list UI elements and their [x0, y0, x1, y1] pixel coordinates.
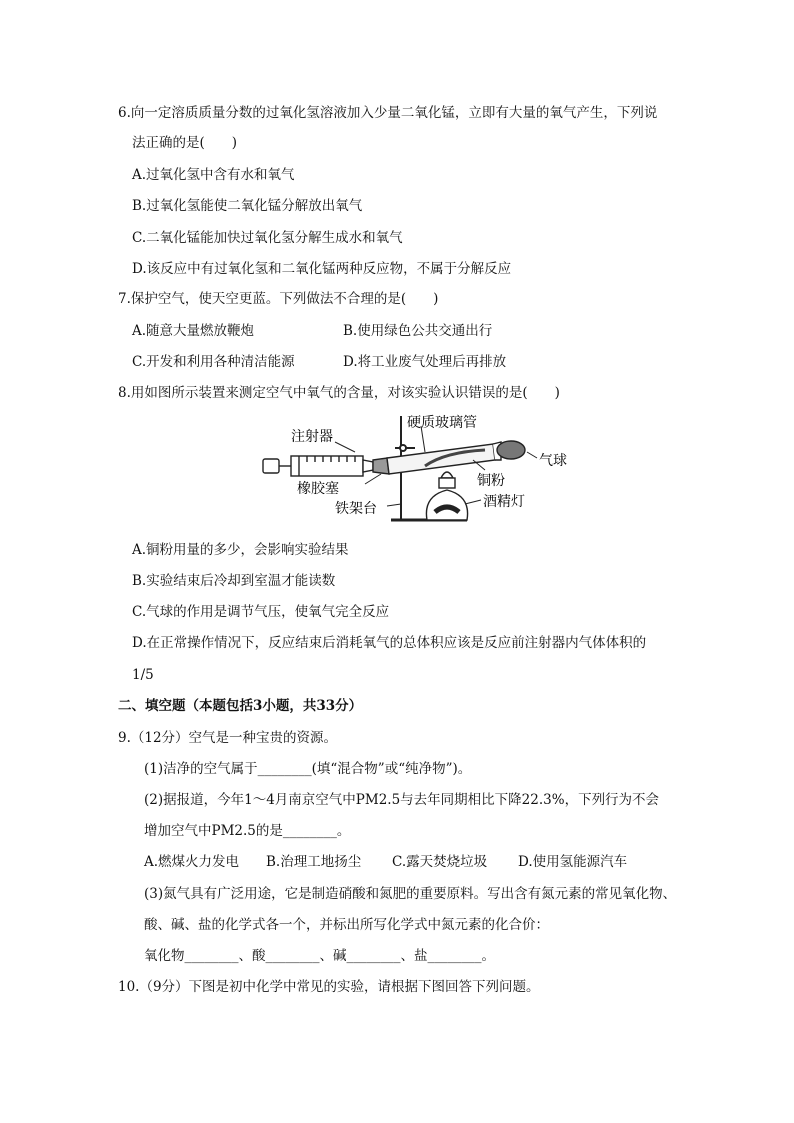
glass-tube-figure [373, 442, 501, 474]
q9-part2-line1: (2)据报道，今年1～4月南京空气中PM2.5与去年同期相比下降22.3%，下列行为不会 [144, 792, 660, 808]
q6-option-a: A.过氧化氢中含有水和氧气 [132, 167, 295, 183]
q7-stem: 7.保护空气，使天空更蓝。下列做法不合理的是( ) [118, 291, 439, 307]
q9-option-a: A.燃煤火力发电 [144, 854, 240, 870]
q9-part3-line3: 氧化物________、酸________、碱________、盐________。 [144, 948, 495, 964]
alcohol-lamp-figure [426, 472, 467, 520]
label-stand: 铁架台 [335, 501, 377, 517]
q7-option-c: C.开发和利用各种清洁能源 [132, 354, 295, 370]
q9-option-d: D.使用氢能源汽车 [518, 854, 628, 870]
apparatus-figure [255, 408, 575, 534]
q9-part2-line2: 增加空气中PM2.5的是________。 [144, 823, 351, 839]
q8-stem: 8.用如图所示装置来测定空气中氧气的含量，对该实验认识错误的是( ) [118, 385, 560, 401]
q9-part3-line2: 酸、碱、盐的化学式各一个，并标出所写化学式中氮元素的化合价： [144, 917, 549, 933]
q8-option-b: B.实验结束后冷却到室温才能读数 [132, 573, 336, 589]
q9-option-c: C.露天焚烧垃圾 [392, 854, 488, 870]
q9-stem: 9.（12分）空气是一种宝贵的资源。 [118, 730, 338, 746]
section-title: 二、填空题（本题包括3小题，共33分） [118, 698, 363, 714]
q8-option-c: C.气球的作用是调节气压，使氧气完全反应 [132, 604, 390, 620]
q9-option-b: B.治理工地扬尘 [266, 854, 362, 870]
label-balloon: 气球 [539, 453, 567, 469]
q10-stem: 10.（9分）下图是初中化学中常见的实验，请根据下图回答下列问题。 [118, 979, 540, 995]
q8-option-d-line1: D.在正常操作情况下，反应结束后消耗氧气的总体积应该是反应前注射器内气体体积的 [132, 635, 647, 651]
q9-part3-line1: (3)氮气具有广泛用途，它是制造硝酸和氮肥的重要原料。写出含有氮元素的常见氧化物、 [144, 886, 677, 902]
q6-option-d: D.该反应中有过氧化氢和二氧化锰两种反应物，不属于分解反应 [132, 261, 512, 277]
label-stopper: 橡胶塞 [297, 481, 339, 497]
q7-option-b: B.使用绿色公共交通出行 [343, 323, 493, 339]
q6-stem-line2: 法正确的是( ) [132, 135, 238, 151]
label-glass-tube: 硬质玻璃管 [407, 415, 477, 431]
q8-option-a: A.铜粉用量的多少，会影响实验结果 [132, 542, 349, 558]
q7-option-d: D.将工业废气处理后再排放 [343, 354, 507, 370]
label-copper: 铜粉 [477, 473, 505, 489]
q6-option-b: B.过氧化氢能使二氧化锰分解放出氧气 [132, 198, 363, 214]
q7-option-a: A.随意大量燃放鞭炮 [132, 323, 255, 339]
q6-stem-line1: 6.向一定溶质质量分数的过氧化氢溶液加入少量二氧化锰，立即有大量的氧气产生，下列说 [118, 105, 658, 121]
q9-part1: (1)洁净的空气属于________(填“混合物”或“纯净物”)。 [144, 761, 472, 777]
label-syringe: 注射器 [291, 429, 333, 445]
label-lamp: 酒精灯 [483, 494, 525, 510]
balloon-figure [497, 441, 525, 459]
q6-option-c: C.二氧化锰能加快过氧化氢分解生成水和氧气 [132, 230, 403, 246]
syringe-figure [263, 456, 373, 476]
q8-option-d-line2: 1/5 [132, 667, 154, 683]
